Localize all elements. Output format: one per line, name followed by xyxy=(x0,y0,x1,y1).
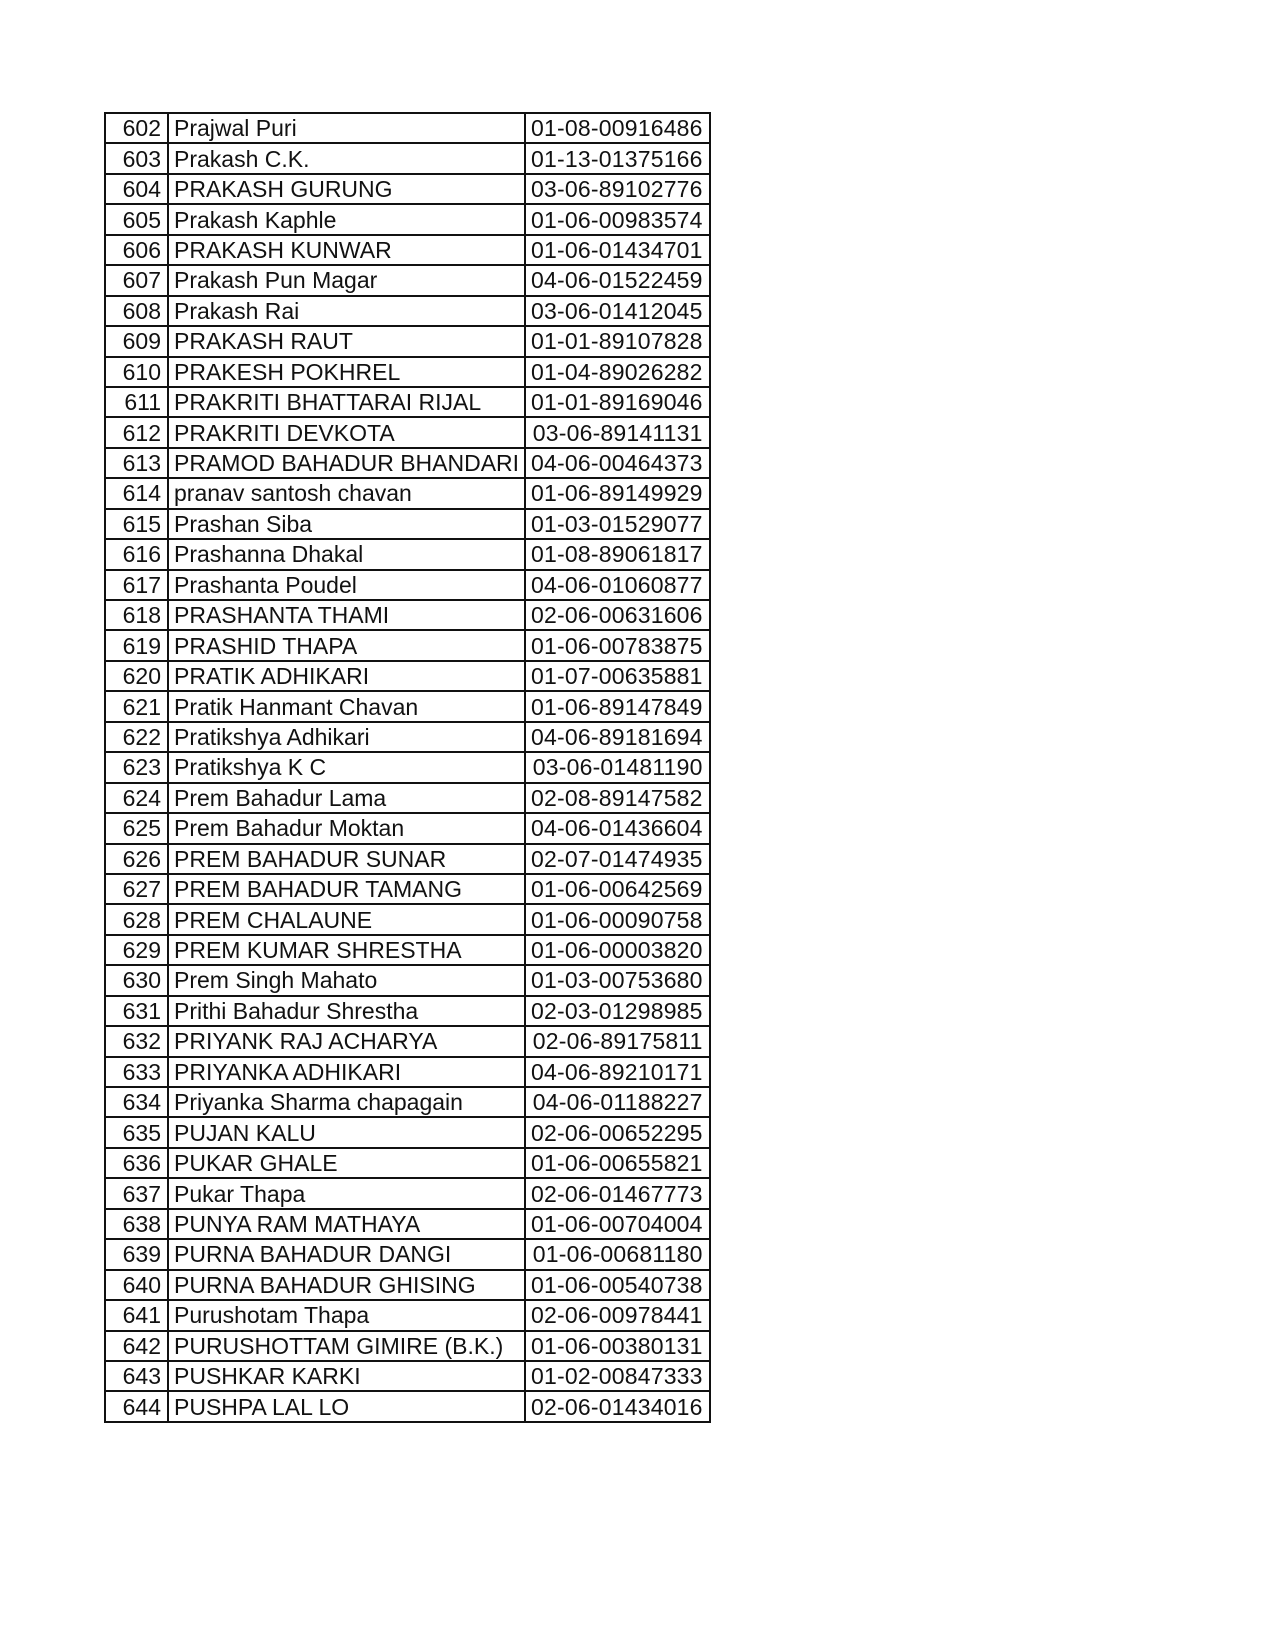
serial-number-cell: 621 xyxy=(105,691,168,721)
table-row xyxy=(105,1391,710,1421)
name-cell: Pukar Thapa xyxy=(168,1178,525,1208)
serial-number-cell: 616 xyxy=(105,539,168,569)
serial-number-cell: 624 xyxy=(105,783,168,813)
serial-number-cell: 632 xyxy=(105,1026,168,1056)
code-cell: 01-04-89026282 xyxy=(525,357,710,387)
code-cell: 01-03-01529077 xyxy=(525,509,710,539)
code-cell: 03-06-01412045 xyxy=(525,296,710,326)
table-row xyxy=(105,1239,710,1269)
name-cell: PREM BAHADUR TAMANG xyxy=(168,874,525,904)
code-cell: 01-03-00753680 xyxy=(525,965,710,995)
name-cell: Prakash C.K. xyxy=(168,143,525,173)
serial-number-cell: 619 xyxy=(105,630,168,660)
table-row xyxy=(105,1300,710,1330)
table-row xyxy=(105,1361,710,1391)
name-cell: Pratik Hanmant Chavan xyxy=(168,691,525,721)
name-cell: Prakash Kaphle xyxy=(168,204,525,234)
table-row xyxy=(105,904,710,934)
code-cell: 01-01-89107828 xyxy=(525,326,710,356)
name-cell: Prem Bahadur Lama xyxy=(168,783,525,813)
name-cell: Prakash Rai xyxy=(168,296,525,326)
serial-number-cell: 613 xyxy=(105,448,168,478)
serial-number-cell: 631 xyxy=(105,996,168,1026)
code-cell: 01-08-89061817 xyxy=(525,539,710,569)
table-row xyxy=(105,996,710,1026)
table-row xyxy=(105,357,710,387)
code-cell: 02-07-01474935 xyxy=(525,844,710,874)
serial-number-cell: 638 xyxy=(105,1209,168,1239)
table-row xyxy=(105,600,710,630)
code-cell: 01-06-01434701 xyxy=(525,235,710,265)
code-cell: 02-06-00631606 xyxy=(525,600,710,630)
name-cell: PURNA BAHADUR GHISING xyxy=(168,1270,525,1300)
name-cell: PREM CHALAUNE xyxy=(168,904,525,934)
name-cell: Pratikshya Adhikari xyxy=(168,722,525,752)
name-cell: PRAKASH RAUT xyxy=(168,326,525,356)
table-row xyxy=(105,1026,710,1056)
name-cell: PRAMOD BAHADUR BHANDARI xyxy=(168,448,525,478)
code-cell: 01-06-00090758 xyxy=(525,904,710,934)
code-cell: 04-06-00464373 xyxy=(525,448,710,478)
serial-number-cell: 640 xyxy=(105,1270,168,1300)
table-row xyxy=(105,1117,710,1147)
table-row xyxy=(105,296,710,326)
code-cell: 01-06-00783875 xyxy=(525,630,710,660)
name-cell: PRAKRITI BHATTARAI RIJAL xyxy=(168,387,525,417)
name-cell: PUJAN KALU xyxy=(168,1117,525,1147)
name-cell: Prashanta Poudel xyxy=(168,570,525,600)
serial-number-cell: 634 xyxy=(105,1087,168,1117)
code-cell: 02-08-89147582 xyxy=(525,783,710,813)
serial-number-cell: 615 xyxy=(105,509,168,539)
serial-number-cell: 605 xyxy=(105,204,168,234)
name-cell: PRAKASH KUNWAR xyxy=(168,235,525,265)
code-cell: 01-06-00642569 xyxy=(525,874,710,904)
serial-number-cell: 639 xyxy=(105,1239,168,1269)
table-row xyxy=(105,1270,710,1300)
serial-number-cell: 608 xyxy=(105,296,168,326)
table-row xyxy=(105,965,710,995)
code-cell: 01-06-00540738 xyxy=(525,1270,710,1300)
serial-number-cell: 618 xyxy=(105,600,168,630)
name-cell: PURUSHOTTAM GIMIRE (B.K.) xyxy=(168,1331,525,1361)
table-row xyxy=(105,448,710,478)
name-cell: Prashanna Dhakal xyxy=(168,539,525,569)
table-row xyxy=(105,813,710,843)
code-cell: 01-06-00655821 xyxy=(525,1148,710,1178)
name-cell: PURNA BAHADUR DANGI xyxy=(168,1239,525,1269)
code-cell: 04-06-01436604 xyxy=(525,813,710,843)
name-cell: PRAKASH GURUNG xyxy=(168,174,525,204)
serial-number-cell: 637 xyxy=(105,1178,168,1208)
serial-number-cell: 629 xyxy=(105,935,168,965)
name-cell: PRIYANK RAJ ACHARYA xyxy=(168,1026,525,1056)
table-row xyxy=(105,874,710,904)
code-cell: 02-06-00652295 xyxy=(525,1117,710,1147)
table-row xyxy=(105,1087,710,1117)
name-cell: pranav santosh chavan xyxy=(168,478,525,508)
serial-number-cell: 602 xyxy=(105,113,168,143)
table-row xyxy=(105,417,710,447)
table-row xyxy=(105,143,710,173)
name-cell: PRASHID THAPA xyxy=(168,630,525,660)
table-row xyxy=(105,691,710,721)
table-row xyxy=(105,661,710,691)
name-cell: PREM KUMAR SHRESTHA xyxy=(168,935,525,965)
serial-number-cell: 626 xyxy=(105,844,168,874)
table-row xyxy=(105,539,710,569)
code-cell: 01-06-00003820 xyxy=(525,935,710,965)
table-row xyxy=(105,630,710,660)
serial-number-cell: 644 xyxy=(105,1391,168,1421)
name-cell: Prashan Siba xyxy=(168,509,525,539)
code-cell: 03-06-01481190 xyxy=(525,752,710,782)
serial-number-cell: 612 xyxy=(105,417,168,447)
code-cell: 01-06-00704004 xyxy=(525,1209,710,1239)
table-row xyxy=(105,509,710,539)
code-cell: 03-06-89141131 xyxy=(525,417,710,447)
name-cell: Prem Bahadur Moktan xyxy=(168,813,525,843)
name-cell: PRASHANTA THAMI xyxy=(168,600,525,630)
serial-number-cell: 622 xyxy=(105,722,168,752)
serial-number-cell: 604 xyxy=(105,174,168,204)
serial-number-cell: 607 xyxy=(105,265,168,295)
serial-number-cell: 628 xyxy=(105,904,168,934)
name-cell: PUNYA RAM MATHAYA xyxy=(168,1209,525,1239)
table-row xyxy=(105,1148,710,1178)
serial-number-cell: 636 xyxy=(105,1148,168,1178)
serial-number-cell: 617 xyxy=(105,570,168,600)
code-cell: 02-06-00978441 xyxy=(525,1300,710,1330)
table-row xyxy=(105,235,710,265)
serial-number-cell: 620 xyxy=(105,661,168,691)
code-cell: 01-06-89147849 xyxy=(525,691,710,721)
name-cell: PUKAR GHALE xyxy=(168,1148,525,1178)
code-cell: 02-06-89175811 xyxy=(525,1026,710,1056)
name-cell: PREM BAHADUR SUNAR xyxy=(168,844,525,874)
code-cell: 01-06-00681180 xyxy=(525,1239,710,1269)
serial-number-cell: 641 xyxy=(105,1300,168,1330)
code-cell: 04-06-01522459 xyxy=(525,265,710,295)
serial-number-cell: 635 xyxy=(105,1117,168,1147)
name-cell: Priyanka Sharma chapagain xyxy=(168,1087,525,1117)
code-cell: 01-01-89169046 xyxy=(525,387,710,417)
serial-number-cell: 614 xyxy=(105,478,168,508)
serial-number-cell: 611 xyxy=(105,387,168,417)
serial-number-cell: 625 xyxy=(105,813,168,843)
code-cell: 04-06-01060877 xyxy=(525,570,710,600)
name-cell: Prithi Bahadur Shrestha xyxy=(168,996,525,1026)
name-cell: PUSHPA LAL LO xyxy=(168,1391,525,1421)
code-cell: 04-06-01188227 xyxy=(525,1087,710,1117)
serial-number-cell: 643 xyxy=(105,1361,168,1391)
code-cell: 01-02-00847333 xyxy=(525,1361,710,1391)
table-row xyxy=(105,174,710,204)
serial-number-cell: 610 xyxy=(105,357,168,387)
code-cell: 01-08-00916486 xyxy=(525,113,710,143)
code-cell: 01-13-01375166 xyxy=(525,143,710,173)
name-cell: Prakash Pun Magar xyxy=(168,265,525,295)
code-cell: 01-07-00635881 xyxy=(525,661,710,691)
name-cell: PRAKRITI DEVKOTA xyxy=(168,417,525,447)
code-cell: 01-06-89149929 xyxy=(525,478,710,508)
serial-number-cell: 627 xyxy=(105,874,168,904)
serial-number-cell: 633 xyxy=(105,1057,168,1087)
serial-number-cell: 609 xyxy=(105,326,168,356)
table-row xyxy=(105,570,710,600)
table-row xyxy=(105,326,710,356)
table-row xyxy=(105,387,710,417)
name-cell: PRATIK ADHIKARI xyxy=(168,661,525,691)
roster-table xyxy=(104,112,711,1423)
name-cell: Pratikshya K C xyxy=(168,752,525,782)
name-cell: Prajwal Puri xyxy=(168,113,525,143)
code-cell: 02-06-01434016 xyxy=(525,1391,710,1421)
code-cell: 04-06-89181694 xyxy=(525,722,710,752)
name-cell: PRIYANKA ADHIKARI xyxy=(168,1057,525,1087)
table-row xyxy=(105,1057,710,1087)
table-row xyxy=(105,113,710,143)
code-cell: 01-06-00380131 xyxy=(525,1331,710,1361)
table-row xyxy=(105,265,710,295)
table-row xyxy=(105,783,710,813)
name-cell: Prem Singh Mahato xyxy=(168,965,525,995)
code-cell: 03-06-89102776 xyxy=(525,174,710,204)
table-row xyxy=(105,752,710,782)
name-cell: PRAKESH POKHREL xyxy=(168,357,525,387)
table-row xyxy=(105,478,710,508)
code-cell: 02-03-01298985 xyxy=(525,996,710,1026)
roster-table-body xyxy=(105,113,710,1422)
table-row xyxy=(105,1331,710,1361)
table-row xyxy=(105,204,710,234)
code-cell: 01-06-00983574 xyxy=(525,204,710,234)
table-row xyxy=(105,1178,710,1208)
table-row xyxy=(105,844,710,874)
name-cell: Purushotam Thapa xyxy=(168,1300,525,1330)
serial-number-cell: 630 xyxy=(105,965,168,995)
table-row xyxy=(105,722,710,752)
serial-number-cell: 606 xyxy=(105,235,168,265)
table-row xyxy=(105,935,710,965)
serial-number-cell: 623 xyxy=(105,752,168,782)
serial-number-cell: 642 xyxy=(105,1331,168,1361)
code-cell: 02-06-01467773 xyxy=(525,1178,710,1208)
serial-number-cell: 603 xyxy=(105,143,168,173)
name-cell: PUSHKAR KARKI xyxy=(168,1361,525,1391)
table-row xyxy=(105,1209,710,1239)
code-cell: 04-06-89210171 xyxy=(525,1057,710,1087)
